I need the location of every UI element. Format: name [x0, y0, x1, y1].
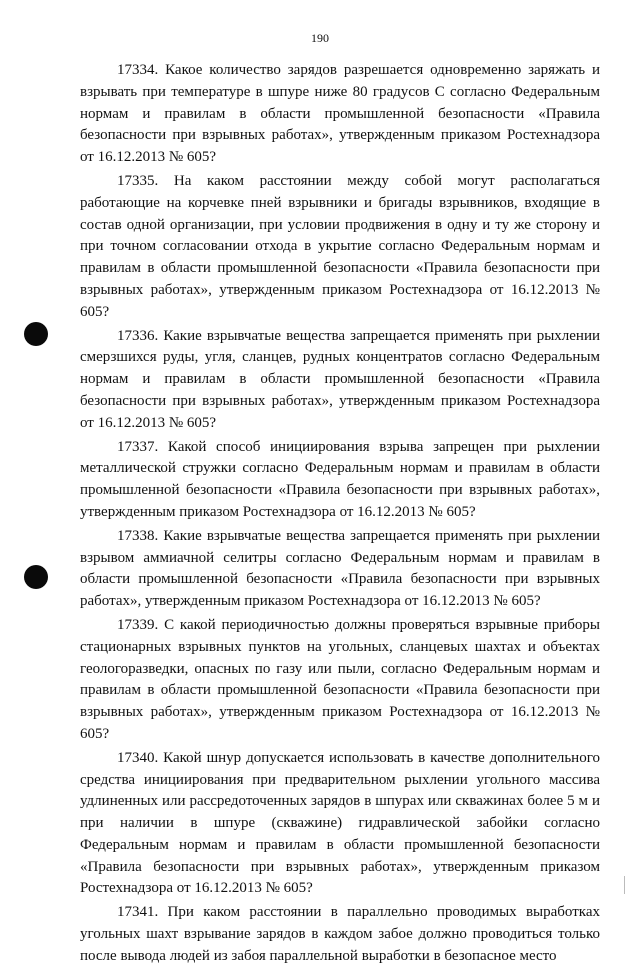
question-17341: 17341. При каком расстоянии в параллельно проводимых выработках угольных шахт взрывание зарядов в каждом забое должно проводиться только после вывода людей из забоя параллельной выработки в безопасное место [80, 904, 600, 964]
question-17340: 17340. Какой шнур допускается использовать в качестве дополнительного средства инициирования при предварительном рыхлении угольного массива удлиненных или рассредоточенных зарядов в шпурах или скважинах более 5 м и при наличии в шпуре (скважине) гидравлической забойки согласно Федеральным нормам и правилам в области промышленной безопасности «Правила безопасности при взрывных работах», утвержденным приказом Ростехнадзора от 16.12.2013 № 605? [80, 749, 600, 897]
scan-margin-mark [624, 876, 625, 894]
punch-hole-mark [24, 565, 48, 589]
question-17337: 17337. Какой способ инициирования взрыва запрещен при рыхлении металлической стружки согласно Федеральным нормам и правилам в области промышленной безопасности «Правила безопасности при взрывных работах», утвержденным приказом Ростехнадзора от 16.12.2013 № 605? [80, 438, 600, 520]
question-17339: 17339. С какой периодичностью должны проверяться взрывные приборы стационарных взрывных пунктов на угольных, сланцевых шахтах и объектах геологоразведки, опасных по газу или пыли, согласно Федеральным нормам и правилам в области промышленной безопасности «Правила безопасности при взрывных работах», утвержденным приказом Ростехнадзора от 16.12.2013 № 605? [80, 616, 600, 742]
punch-hole-mark [24, 322, 48, 346]
page-number: 190 [311, 31, 329, 45]
question-17336: 17336. Какие взрывчатые вещества запрещается применять при рыхлении смерзшихся руды, угля, сланцев, рудных концентратов согласно Федеральным нормам и правилам в области промышленной безопасности «Правила безопасности при взрывных работах», утвержденным приказом Ростехнадзора от 16.12.2013 № 605? [80, 327, 600, 431]
question-17335: 17335. На каком расстоянии между собой могут располагаться работающие на корчевке пней взрывники и бригады взрывников, входящие в состав одной организации, при условии продвижения в одну и ту же сторону и при точном согласовании отхода в укрытие согласно Федеральным нормам и правилам в области промышленной безопасности «Правила безопасности при взрывных работах», утвержденным приказом Ростехнадзора от 16.12.2013 № 605? [80, 172, 600, 320]
document-body [80, 60, 600, 970]
question-17334: 17334. Какое количество зарядов разрешается одновременно заряжать и взрывать при температуре в шпуре ниже 80 градусов С согласно Федеральным нормам и правилам в области промышленной безопасности «Правила безопасности при взрывных работах», утвержденным приказом Ростехнадзора от 16.12.2013 № 605? [80, 62, 600, 166]
question-17338: 17338. Какие взрывчатые вещества запрещается применять при рыхлении взрывом аммиачной селитры согласно Федеральным нормам и правилам в области промышленной безопасности «Правила безопасности при взрывных работах», утвержденным приказом Ростехнадзора от 16.12.2013 № 605? [80, 527, 600, 610]
